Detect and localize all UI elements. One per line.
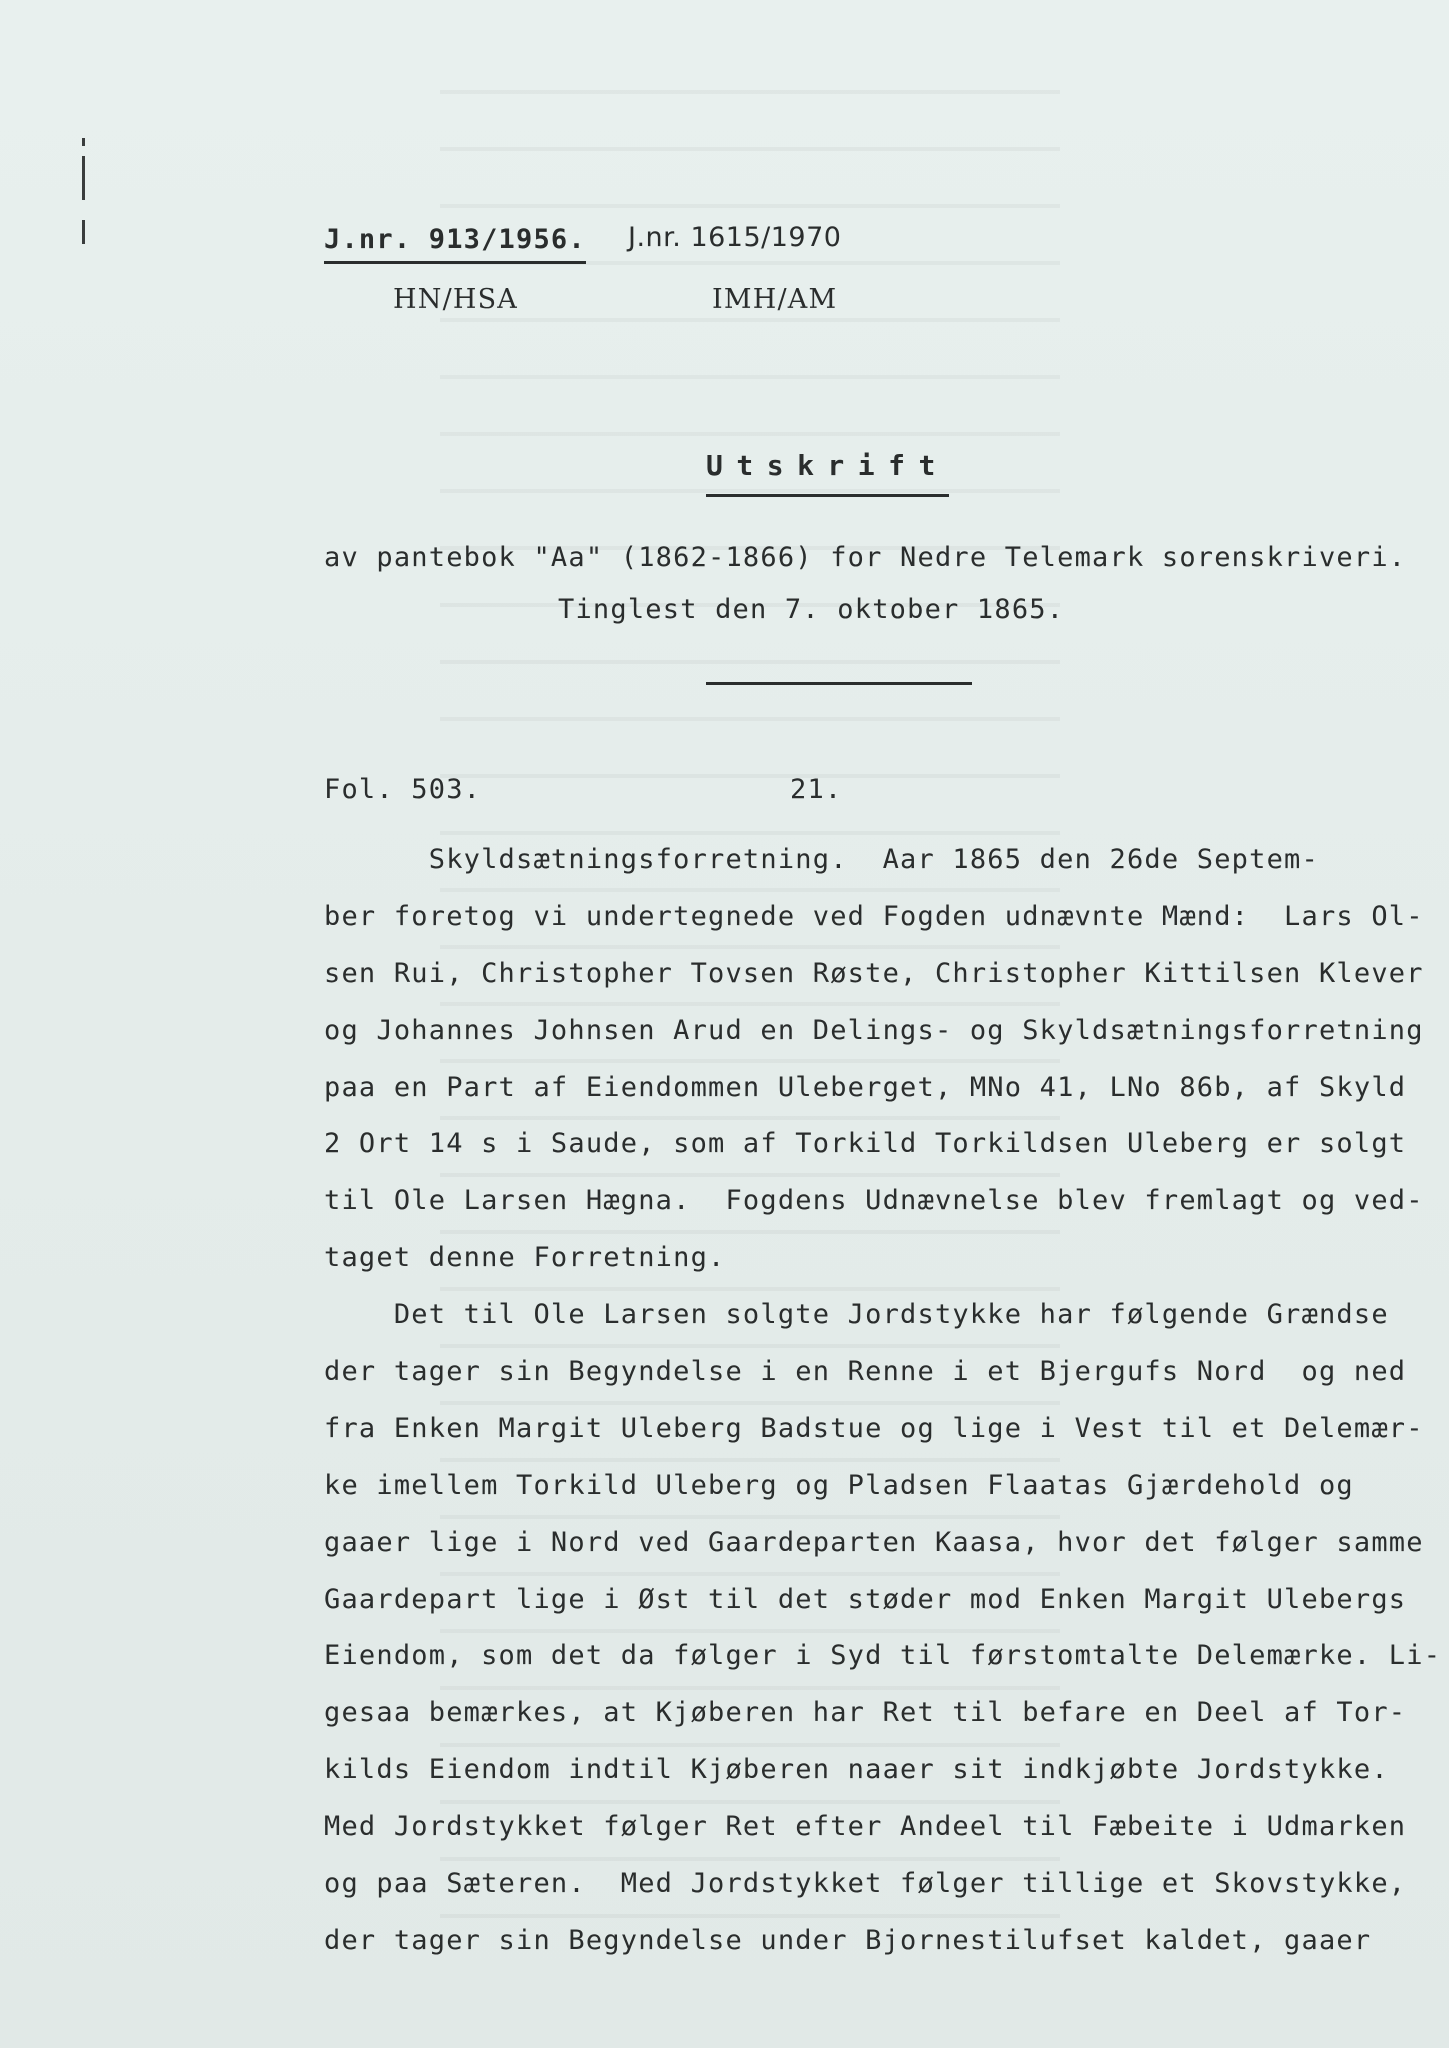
body-line: der tager sin Begyndelse under Bjornestilufset kaldet, gaaer — [324, 1924, 1372, 1956]
margin-mark — [82, 138, 85, 246]
body-line: sen Rui, Christopher Tovsen Røste, Christopher Kittilsen Klever — [324, 957, 1424, 989]
body-line: Det til Ole Larsen solgte Jordstykke har følgende Grændse — [324, 1299, 1389, 1331]
body-line: gesaa bemærkes, at Kjøberen har Ret til befare en Deel af Tor- — [324, 1697, 1407, 1729]
body-line: 2 Ort 14 s i Saude, som af Torkild Torkildsen Uleberg er solgt — [324, 1128, 1407, 1160]
journal-number-typed: J.nr. 913/1956. — [324, 226, 586, 264]
body-line: og paa Sæteren. Med Jordstykket følger tillige et Skovstykke, — [324, 1868, 1407, 1900]
journal-number-added: J.nr. 1615/1970 — [628, 222, 842, 253]
body-line: fra Enken Margit Uleberg Badstue og lige i Vest til et Delemær- — [324, 1412, 1424, 1444]
initials-right: IMH/AM — [712, 284, 838, 315]
document-title: Utskrift — [706, 452, 949, 497]
body-line: gaaer lige i Nord ved Gaardeparten Kaasa, hvor det følger samme — [324, 1526, 1424, 1558]
initials-left: HN/HSA — [393, 284, 519, 315]
body-line: ber foretog vi undertegnede ved Fogden udnævnte Mænd: Lars Ol- — [324, 900, 1424, 932]
divider-rule — [706, 682, 972, 685]
body-line: taget denne Forretning. — [324, 1242, 726, 1274]
body-line: ke imellem Torkild Uleberg og Pladsen Flaatas Gjærdehold og — [324, 1469, 1354, 1501]
body-line: Med Jordstykket følger Ret efter Andeel til Fæbeite i Udmarken — [324, 1811, 1407, 1843]
source-line: av pantebok "Aa" (1862-1866) for Nedre Telemark sorenskriveri. — [324, 542, 1407, 573]
body-line: til Ole Larsen Hægna. Fogdens Udnævnelse blev fremlagt og ved- — [324, 1185, 1424, 1217]
body-line: kilds Eiendom indtil Kjøberen naaer sit indkjøbte Jordstykke. — [324, 1754, 1389, 1786]
body-line: Skyldsætningsforretning. Aar 1865 den 26de Septem- — [324, 844, 1319, 875]
body-line: Gaardepart lige i Øst til det støder mod Enken Margit Ulebergs — [324, 1583, 1407, 1615]
body-line: der tager sin Begyndelse i en Renne i et Bjergufs Nord og ned — [324, 1356, 1407, 1388]
body-line: og Johannes Johnsen Arud en Delings- og Skyldsætningsforretning — [324, 1014, 1424, 1046]
body-line: paa en Part af Eiendommen Uleberget, MNo 41, LNo 86b, af Skyld — [324, 1071, 1407, 1103]
body-text — [324, 832, 1442, 1970]
entry-number: 21. — [790, 774, 843, 805]
tinglest-line: Tinglest den 7. oktober 1865. — [558, 594, 1065, 625]
body-line: Eiendom, som det da følger i Syd til førstomtalte Delemærke. Li- — [324, 1640, 1442, 1672]
folio-number: Fol. 503. — [324, 774, 482, 805]
